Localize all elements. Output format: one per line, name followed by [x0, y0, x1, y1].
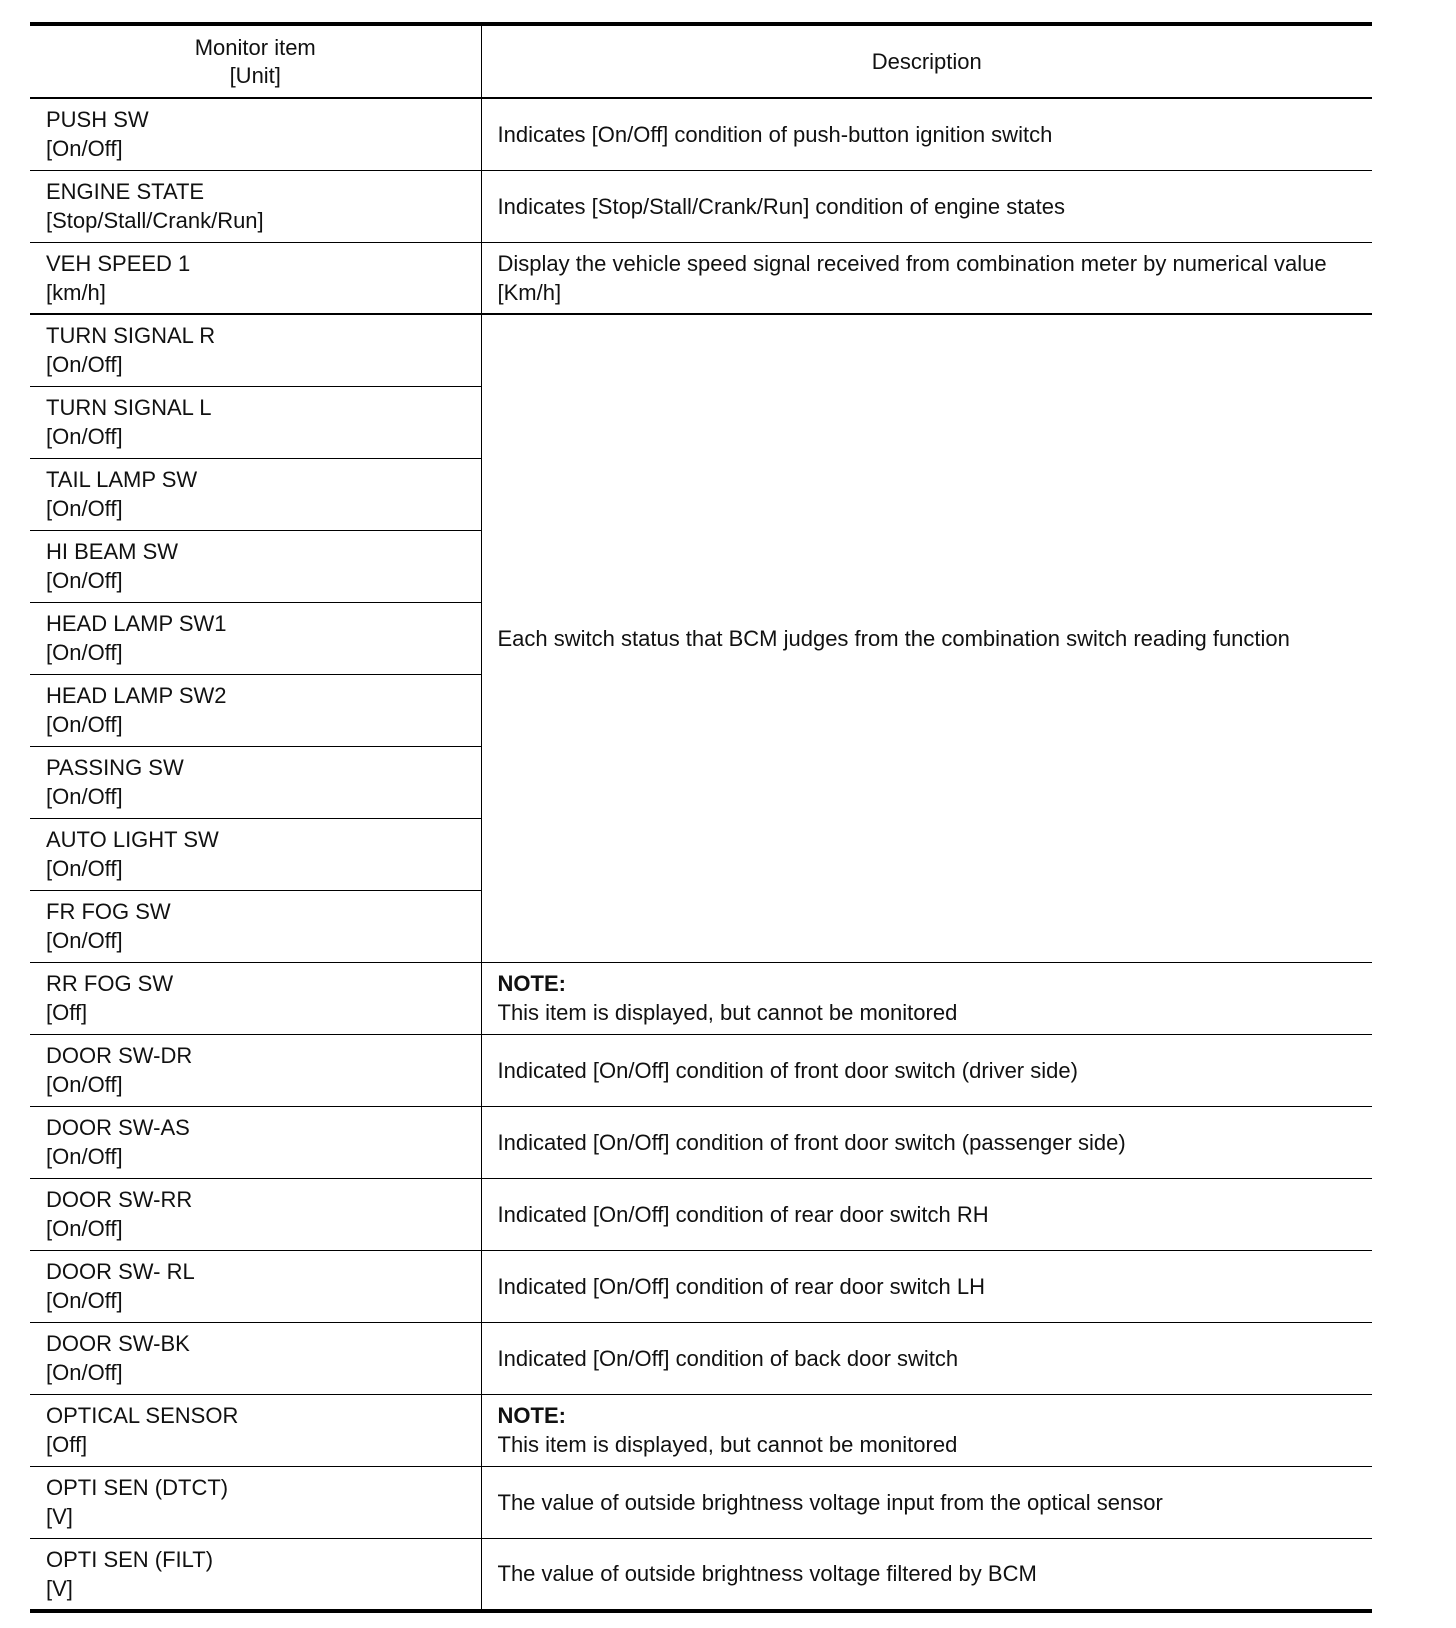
- table-row: [30, 1322, 1372, 1394]
- monitor-item-name: ENGINE STATE: [46, 178, 205, 204]
- monitor-item-cell: [30, 602, 481, 674]
- monitor-item-unit: [On/Off]: [46, 423, 123, 449]
- monitor-item-unit: [On/Off]: [46, 855, 123, 881]
- description-header: Description: [481, 24, 1372, 98]
- monitor-item-cell: [30, 386, 481, 458]
- description-cell: Display the vehicle speed signal received from combination meter by numerical value [Km/h]: [481, 242, 1372, 314]
- monitor-item-unit: [On/Off]: [46, 1215, 123, 1241]
- monitor-item-name: OPTICAL SENSOR: [46, 1402, 239, 1428]
- monitor-item-unit: [On/Off]: [46, 639, 123, 665]
- table-row: [30, 1106, 1372, 1178]
- description-cell: The value of outside brightness voltage filtered by BCM: [481, 1538, 1372, 1611]
- monitor-item-cell: [30, 818, 481, 890]
- description-cell: Indicated [On/Off] condition of front door switch (driver side): [481, 1034, 1372, 1106]
- monitor-item-cell: [30, 242, 481, 314]
- monitor-item-name: TURN SIGNAL R: [46, 323, 216, 348]
- monitor-item-name: DOOR SW-BK: [46, 1330, 190, 1356]
- monitor-item-cell: [30, 458, 481, 530]
- table-row: [30, 1250, 1372, 1322]
- monitor-item-header: [30, 24, 481, 98]
- monitor-item-name: TAIL LAMP SW: [46, 466, 198, 492]
- monitor-item-name: OPTI SEN (FILT): [46, 1546, 214, 1572]
- monitor-item-cell: [30, 530, 481, 602]
- monitor-item-name: TURN SIGNAL L: [46, 394, 212, 420]
- table-row: [30, 1394, 1372, 1466]
- monitor-item-cell: [30, 1178, 481, 1250]
- monitor-item-unit: [On/Off]: [46, 567, 123, 593]
- monitor-item-unit: [On/Off]: [46, 495, 123, 521]
- note-description-cell: [481, 962, 1372, 1034]
- combination-switch-description-cell: Each switch status that BCM judges from the combination switch reading function: [481, 314, 1372, 962]
- monitor-item-unit: [On/Off]: [46, 927, 123, 953]
- note-description-cell: [481, 1394, 1372, 1466]
- monitor-item-unit: [V]: [46, 1503, 73, 1529]
- table-row: [30, 242, 1372, 314]
- table-row: [30, 1034, 1372, 1106]
- monitor-item-header-label: Monitor item: [194, 34, 316, 60]
- table-row: [30, 962, 1372, 1034]
- monitor-item-unit: [On/Off]: [46, 1359, 123, 1385]
- monitor-item-unit: [On/Off]: [46, 711, 123, 737]
- monitor-item-name: RR FOG SW: [46, 970, 174, 996]
- monitor-item-name: FR FOG SW: [46, 898, 171, 924]
- monitor-item-unit: [On/Off]: [46, 136, 123, 161]
- monitor-item-unit: [Off]: [46, 999, 88, 1025]
- monitor-item-unit: [km/h]: [46, 279, 106, 305]
- note-text: This item is displayed, but cannot be monitored: [497, 1431, 958, 1457]
- monitor-table-container: [30, 22, 1372, 1613]
- monitor-item-unit: [On/Off]: [46, 1071, 123, 1097]
- monitor-item-unit: [V]: [46, 1575, 73, 1601]
- description-cell: Indicated [On/Off] condition of rear door switch LH: [481, 1250, 1372, 1322]
- monitor-item-name: HEAD LAMP SW2: [46, 682, 227, 708]
- description-cell: Indicates [On/Off] condition of push-button ignition switch: [481, 98, 1372, 170]
- monitor-item-name: DOOR SW- RL: [46, 1258, 195, 1284]
- monitor-item-name: VEH SPEED 1: [46, 250, 191, 276]
- monitor-item-cell: [30, 746, 481, 818]
- monitor-item-unit: [Stop/Stall/Crank/Run]: [46, 207, 264, 233]
- description-cell: The value of outside brightness voltage input from the optical sensor: [481, 1466, 1372, 1538]
- table-row: [30, 314, 1372, 386]
- monitor-item-cell: [30, 962, 481, 1034]
- table-row: [30, 98, 1372, 170]
- monitor-item-name: HEAD LAMP SW1: [46, 610, 227, 636]
- monitor-item-cell: [30, 1394, 481, 1466]
- monitor-item-cell: [30, 170, 481, 242]
- description-cell: Indicated [On/Off] condition of front door switch (passenger side): [481, 1106, 1372, 1178]
- monitor-item-cell: [30, 674, 481, 746]
- table-row: [30, 170, 1372, 242]
- monitor-item-cell: [30, 314, 481, 386]
- monitor-item-cell: [30, 1322, 481, 1394]
- monitor-item-name: OPTI SEN (DTCT): [46, 1474, 229, 1500]
- note-title: NOTE:: [497, 1402, 566, 1428]
- monitor-item-unit: [Off]: [46, 1431, 88, 1457]
- monitor-item-cell: [30, 890, 481, 962]
- monitor-item-name: DOOR SW-DR: [46, 1042, 193, 1068]
- monitor-item-cell: [30, 1034, 481, 1106]
- table-row: [30, 1466, 1372, 1538]
- table-row: [30, 1178, 1372, 1250]
- monitor-item-unit: [On/Off]: [46, 352, 123, 377]
- monitor-item-name: AUTO LIGHT SW: [46, 826, 219, 852]
- note-text: This item is displayed, but cannot be monitored: [497, 999, 958, 1025]
- monitor-item-unit: [On/Off]: [46, 1143, 123, 1169]
- monitor-item-table: [30, 22, 1372, 1613]
- description-cell: Indicated [On/Off] condition of rear door switch RH: [481, 1178, 1372, 1250]
- monitor-item-cell: [30, 1106, 481, 1178]
- note-title: NOTE:: [497, 970, 566, 996]
- monitor-item-name: PUSH SW: [46, 107, 149, 132]
- monitor-item-name: HI BEAM SW: [46, 538, 179, 564]
- monitor-item-cell: [30, 1250, 481, 1322]
- unit-header-label: [Unit]: [229, 62, 281, 88]
- monitor-item-cell: [30, 1538, 481, 1611]
- table-header-row: [30, 24, 1372, 98]
- table-row: [30, 1538, 1372, 1611]
- monitor-item-cell: [30, 98, 481, 170]
- monitor-item-name: DOOR SW-AS: [46, 1114, 190, 1140]
- description-cell: Indicated [On/Off] condition of back door switch: [481, 1322, 1372, 1394]
- monitor-item-unit: [On/Off]: [46, 1287, 123, 1313]
- monitor-item-name: DOOR SW-RR: [46, 1186, 193, 1212]
- monitor-item-name: PASSING SW: [46, 754, 184, 780]
- monitor-item-cell: [30, 1466, 481, 1538]
- monitor-item-unit: [On/Off]: [46, 783, 123, 809]
- description-cell: Indicates [Stop/Stall/Crank/Run] condition of engine states: [481, 170, 1372, 242]
